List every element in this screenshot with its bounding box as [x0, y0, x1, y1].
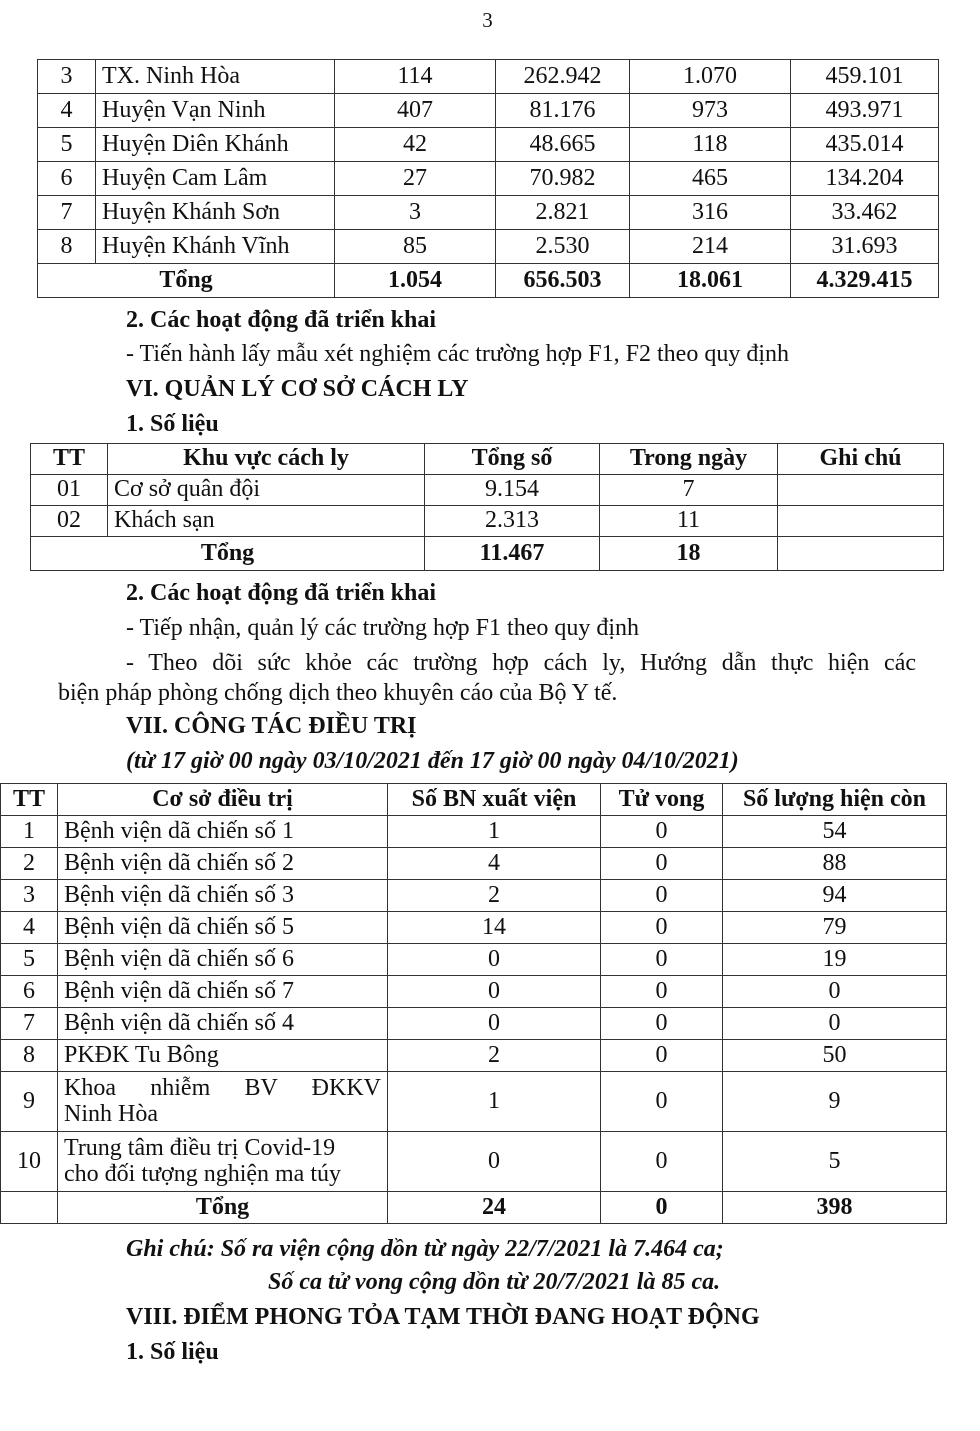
column-header: Cơ sở điều trị [58, 784, 388, 816]
row-tt: 1 [1, 816, 58, 848]
table-row [38, 128, 939, 162]
note-line: Số ca tử vong cộng dồn từ 20/7/2021 là 85 ca. [268, 1269, 721, 1295]
cell: 0 [601, 912, 723, 944]
total-row [38, 264, 939, 298]
column-header: Số BN xuất viện [388, 784, 601, 816]
cell [778, 506, 944, 537]
row-facility [58, 1132, 388, 1192]
row-name: Huyện Diên Khánh [96, 128, 335, 162]
paragraph: - Theo dõi sức khỏe các trường hợp cách ly, Hướng dẫn thực hiện các [126, 650, 916, 676]
row-facility: Bệnh viện dã chiến số 4 [58, 1008, 388, 1040]
cell: 7 [600, 475, 778, 506]
total-empty-cell [1, 1192, 58, 1224]
column-header: Ghi chú [778, 444, 944, 475]
quarantine-table [30, 443, 944, 571]
cell: 50 [723, 1040, 947, 1072]
cell: 11 [600, 506, 778, 537]
cell: 1 [388, 1072, 601, 1132]
cell: 134.204 [791, 162, 939, 196]
row-tt: 7 [38, 196, 96, 230]
row-name: Huyện Cam Lâm [96, 162, 335, 196]
cell: 0 [601, 944, 723, 976]
row-facility: Bệnh viện dã chiến số 5 [58, 912, 388, 944]
cell: 81.176 [496, 94, 630, 128]
row-area: Khách sạn [108, 506, 425, 537]
cell: 2.313 [425, 506, 600, 537]
cell [778, 475, 944, 506]
cell: 435.014 [791, 128, 939, 162]
cell: 14 [388, 912, 601, 944]
cell: 0 [601, 1072, 723, 1132]
row-name: Huyện Vạn Ninh [96, 94, 335, 128]
section-heading: VIII. ĐIỂM PHONG TỎA TẠM THỜI ĐANG HOẠT ĐỘNG [126, 1304, 760, 1330]
cell: 0 [601, 880, 723, 912]
column-header: Số lượng hiện còn [723, 784, 947, 816]
cell: 0 [601, 1008, 723, 1040]
row-tt: 6 [38, 162, 96, 196]
row-area: Cơ sở quân đội [108, 475, 425, 506]
cell: 88 [723, 848, 947, 880]
cell: 2.821 [496, 196, 630, 230]
cell: 85 [335, 230, 496, 264]
table-row [1, 1008, 947, 1040]
page-number: 3 [482, 8, 493, 32]
table-row [1, 880, 947, 912]
cell: 0 [601, 1132, 723, 1192]
row-tt: 5 [1, 944, 58, 976]
cell: 9 [723, 1072, 947, 1132]
header-row [1, 784, 947, 816]
row-facility: Bệnh viện dã chiến số 2 [58, 848, 388, 880]
table-row [38, 60, 939, 94]
row-tt: 3 [1, 880, 58, 912]
cell: 0 [388, 1132, 601, 1192]
cell: 114 [335, 60, 496, 94]
total-row [1, 1192, 947, 1224]
cell: 19 [723, 944, 947, 976]
total-label: Tổng [58, 1192, 388, 1224]
facility-line: Trung tâm điều trị Covid-19 [64, 1135, 336, 1162]
column-header: Trong ngày [600, 444, 778, 475]
row-tt: 6 [1, 976, 58, 1008]
row-tt: 01 [31, 475, 108, 506]
period-subtitle: (từ 17 giờ 00 ngày 03/10/2021 đến 17 giờ 00 ngày 04/10/2021) [126, 748, 739, 774]
cell: 0 [601, 1040, 723, 1072]
row-tt: 3 [38, 60, 96, 94]
cell: 407 [335, 94, 496, 128]
table-row [38, 230, 939, 264]
table-row [1, 816, 947, 848]
column-header: Khu vực cách ly [108, 444, 425, 475]
table-row [1, 848, 947, 880]
cell: 42 [335, 128, 496, 162]
total-cell: 24 [388, 1192, 601, 1224]
table-row [1, 1072, 947, 1132]
table-row [1, 944, 947, 976]
row-facility: PKĐK Tu Bông [58, 1040, 388, 1072]
table-row [1, 912, 947, 944]
cell: 262.942 [496, 60, 630, 94]
header-row [31, 444, 944, 475]
cell: 493.971 [791, 94, 939, 128]
facility-line: Ninh Hòa [64, 1100, 158, 1127]
table-row [31, 475, 944, 506]
cell: 459.101 [791, 60, 939, 94]
facility-line: cho đối tượng nghiện ma túy [64, 1160, 341, 1187]
total-label: Tổng [31, 537, 425, 571]
row-name: Huyện Khánh Sơn [96, 196, 335, 230]
row-tt: 7 [1, 1008, 58, 1040]
cell: 1 [388, 816, 601, 848]
cell: 94 [723, 880, 947, 912]
cell: 0 [723, 1008, 947, 1040]
cell: 79 [723, 912, 947, 944]
cell: 214 [630, 230, 791, 264]
row-tt: 5 [38, 128, 96, 162]
table-row [1, 976, 947, 1008]
total-cell: 18 [600, 537, 778, 571]
total-cell: 11.467 [425, 537, 600, 571]
row-tt: 8 [1, 1040, 58, 1072]
section-heading: VII. CÔNG TÁC ĐIỀU TRỊ [126, 713, 417, 739]
row-facility [58, 1072, 388, 1132]
cell: 0 [601, 976, 723, 1008]
sub-heading: 1. Số liệu [126, 411, 219, 437]
total-cell: 656.503 [496, 264, 630, 298]
cell: 31.693 [791, 230, 939, 264]
table-row [1, 1132, 947, 1192]
row-facility: Bệnh viện dã chiến số 6 [58, 944, 388, 976]
row-tt: 4 [1, 912, 58, 944]
column-header: TT [1, 784, 58, 816]
total-cell: 398 [723, 1192, 947, 1224]
cell: 2.530 [496, 230, 630, 264]
cell: 0 [601, 848, 723, 880]
cell: 973 [630, 94, 791, 128]
row-facility: Bệnh viện dã chiến số 1 [58, 816, 388, 848]
row-tt: 4 [38, 94, 96, 128]
paragraph: - Tiếp nhận, quản lý các trường hợp F1 theo quy định [126, 615, 640, 641]
table-row [38, 196, 939, 230]
table-row [31, 506, 944, 537]
total-row [31, 537, 944, 571]
section-heading: 2. Các hoạt động đã triển khai [126, 307, 437, 333]
row-tt: 9 [1, 1072, 58, 1132]
row-facility: Bệnh viện dã chiến số 7 [58, 976, 388, 1008]
paragraph: biện pháp phòng chống dịch theo khuyên cáo của Bộ Y tế. [58, 680, 618, 706]
row-tt: 10 [1, 1132, 58, 1192]
cell: 4 [388, 848, 601, 880]
row-tt: 8 [38, 230, 96, 264]
table-row [38, 94, 939, 128]
column-header: Tổng số [425, 444, 600, 475]
cell: 0 [388, 944, 601, 976]
total-label: Tổng [38, 264, 335, 298]
section-heading: 2. Các hoạt động đã triển khai [126, 580, 437, 606]
column-header: Tử vong [601, 784, 723, 816]
table-row [38, 162, 939, 196]
cell: 3 [335, 196, 496, 230]
cell: 0 [723, 976, 947, 1008]
total-cell: 1.054 [335, 264, 496, 298]
section-heading: VI. QUẢN LÝ CƠ SỞ CÁCH LY [126, 376, 469, 402]
paragraph: - Tiến hành lấy mẫu xét nghiệm các trường hợp F1, F2 theo quy định [126, 341, 789, 367]
cell: 70.982 [496, 162, 630, 196]
table-row [1, 1040, 947, 1072]
cell: 0 [601, 816, 723, 848]
cell: 465 [630, 162, 791, 196]
note-line: Ghi chú: Số ra viện cộng dồn từ ngày 22/7/2021 là 7.464 ca; [126, 1236, 724, 1262]
cell: 316 [630, 196, 791, 230]
cell: 33.462 [791, 196, 939, 230]
testing-table [37, 59, 939, 298]
row-tt: 2 [1, 848, 58, 880]
cell: 5 [723, 1132, 947, 1192]
row-facility: Bệnh viện dã chiến số 3 [58, 880, 388, 912]
cell: 0 [388, 976, 601, 1008]
cell: 48.665 [496, 128, 630, 162]
row-name: TX. Ninh Hòa [96, 60, 335, 94]
cell: 54 [723, 816, 947, 848]
total-cell: 18.061 [630, 264, 791, 298]
cell: 0 [388, 1008, 601, 1040]
cell: 1.070 [630, 60, 791, 94]
total-cell [778, 537, 944, 571]
cell: 2 [388, 880, 601, 912]
facility-line: Khoa nhiễm BV ĐKKV [64, 1075, 381, 1102]
cell: 9.154 [425, 475, 600, 506]
total-cell: 0 [601, 1192, 723, 1224]
row-tt: 02 [31, 506, 108, 537]
cell: 118 [630, 128, 791, 162]
sub-heading: 1. Số liệu [126, 1339, 219, 1365]
treatment-table [0, 783, 947, 1224]
column-header: TT [31, 444, 108, 475]
total-cell: 4.329.415 [791, 264, 939, 298]
row-name: Huyện Khánh Vĩnh [96, 230, 335, 264]
cell: 27 [335, 162, 496, 196]
cell: 2 [388, 1040, 601, 1072]
